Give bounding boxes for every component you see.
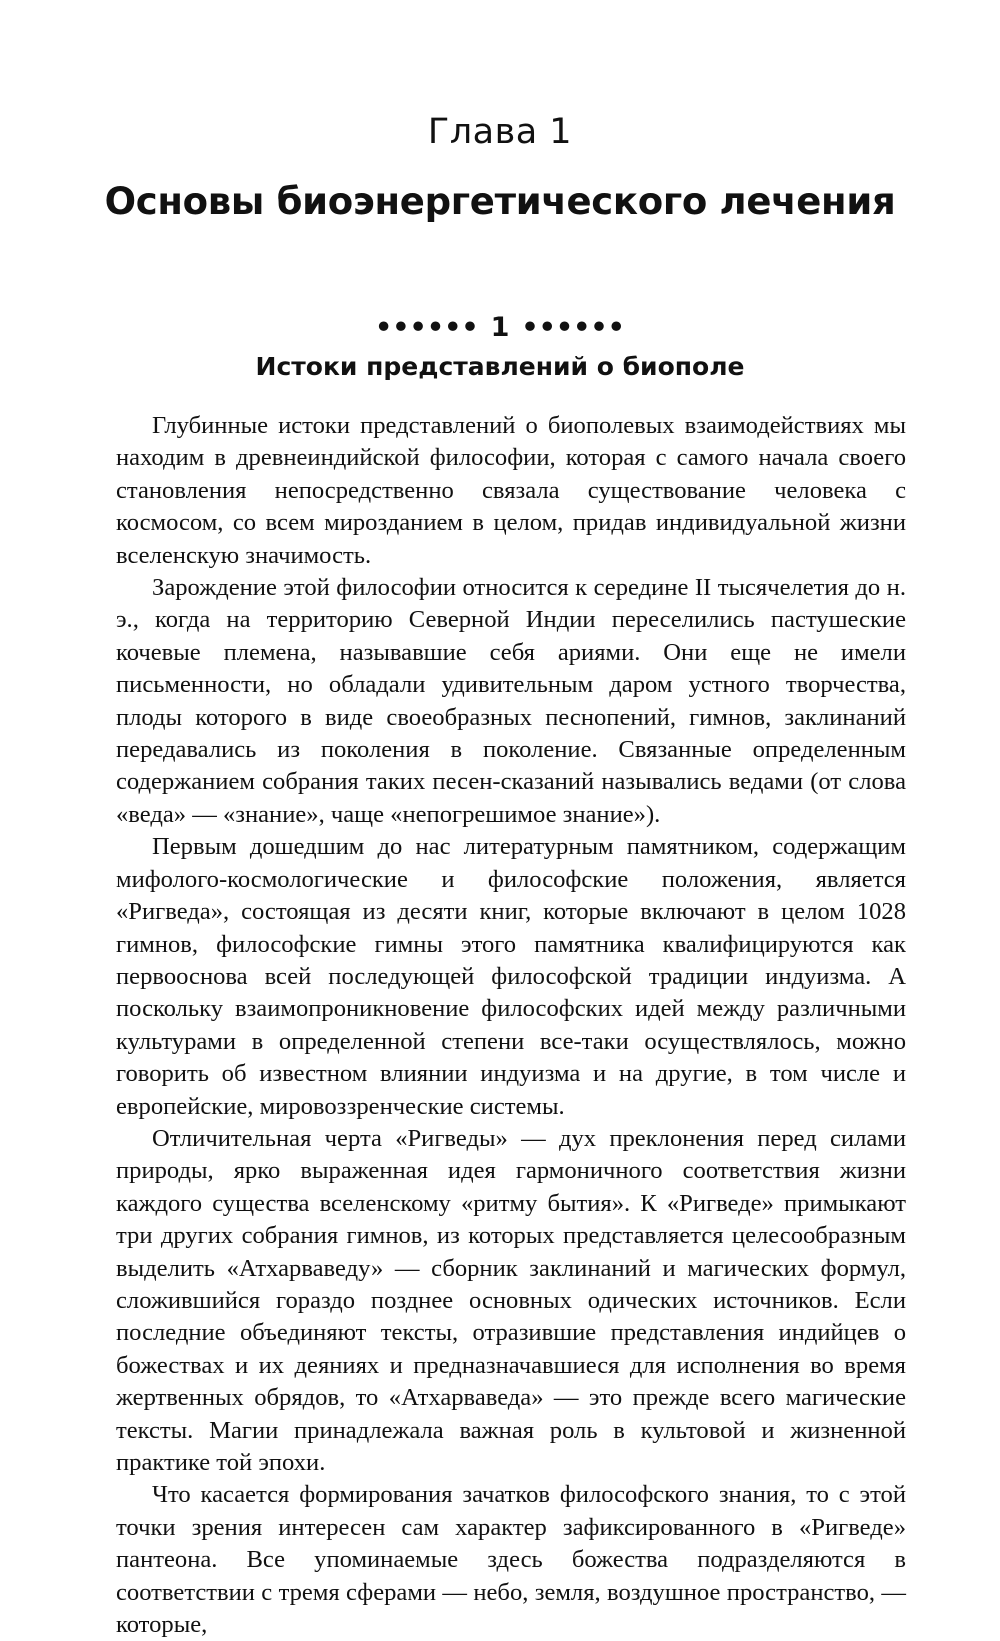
section-ornament-left: •••••• bbox=[375, 312, 479, 343]
section-number: 1 bbox=[490, 312, 510, 343]
body-text bbox=[116, 410, 906, 1641]
paragraph-3: Первым дошедшим до нас литературным памятником, содержащим мифолого-космологические и философские положения, является «Ригведа», состоящая из десяти книг, которые включают в целом 1028 гимнов, философские гимны этого памятника квалифицируются как первооснова всей последующей философской традиции индуизма. А поскольку взаимопроникновение философских идей между различными культурами в определенной степени все-таки осуществлялось, можно говорить об известном влиянии индуизма и на другие, в том числе и европейские, мировоззренческие системы. bbox=[116, 833, 906, 1120]
section-title: Истоки представлений о биополе bbox=[255, 352, 745, 381]
paragraph-5: Что касается формирования зачатков философского знания, то с этой точки зрения интересен сам характер зафиксированного в «Ригведе» пантеона. Все упоминаемые здесь божества подразделяются в соответствии с тремя сферами — небо, земля, воздушное пространство, — которые, bbox=[116, 1481, 906, 1639]
chapter-label: Глава 1 bbox=[427, 112, 573, 152]
paragraph-1: Глубинные истоки представлений о биополевых взаимодействиях мы находим в древнеиндийской философии, которая с самого начала своего становления непосредственно связала существование человека с космосом, со всем мирозданием в целом, придав индивидуальной жизни вселенскую значимость. bbox=[116, 412, 906, 569]
paragraph-4: Отличительная черта «Ригведы» — дух преклонения перед силами природы, ярко выраженная идея гармоничного соответствия жизни каждого существа вселенскому «ритму бытия». К «Ригведе» примыкают три других собрания гимнов, из которых представляется целесообразным выделить «Атхарваведу» — сборник заклинаний и магических формул, сложившийся гораздо позднее основных одических источников. Если последние объединяют тексты, отразившие представления индийцев о божествах и их деяниях и предназначавшиеся для исполнения во время жертвенных обрядов, то «Атхарваведа» — это прежде всего магические тексты. Магии принадлежала важная роль в культовой и жизненной практике той эпохи. bbox=[116, 1124, 906, 1476]
section-ornament-right: •••••• bbox=[521, 312, 625, 343]
section-marker bbox=[0, 312, 1000, 343]
chapter-title: Основы биоэнергетического лечения bbox=[104, 180, 896, 223]
paragraph-2: Зарождение этой философии относится к середине II тысячелетия до н. э., когда на территорию Северной Индии переселились пастушеские кочевые племена, называвшие себя ариями. Они еще не имели письменности, но обладали удивительным даром устного творчества, плоды которого в виде своеобразных песнопений, гимнов, заклинаний передавались из поколения в поколение. Связанные определенным содержанием собрания таких песен-сказаний назывались ведами (от слова «веда» — «знание», чаще «непогрешимое знание»). bbox=[116, 574, 906, 828]
